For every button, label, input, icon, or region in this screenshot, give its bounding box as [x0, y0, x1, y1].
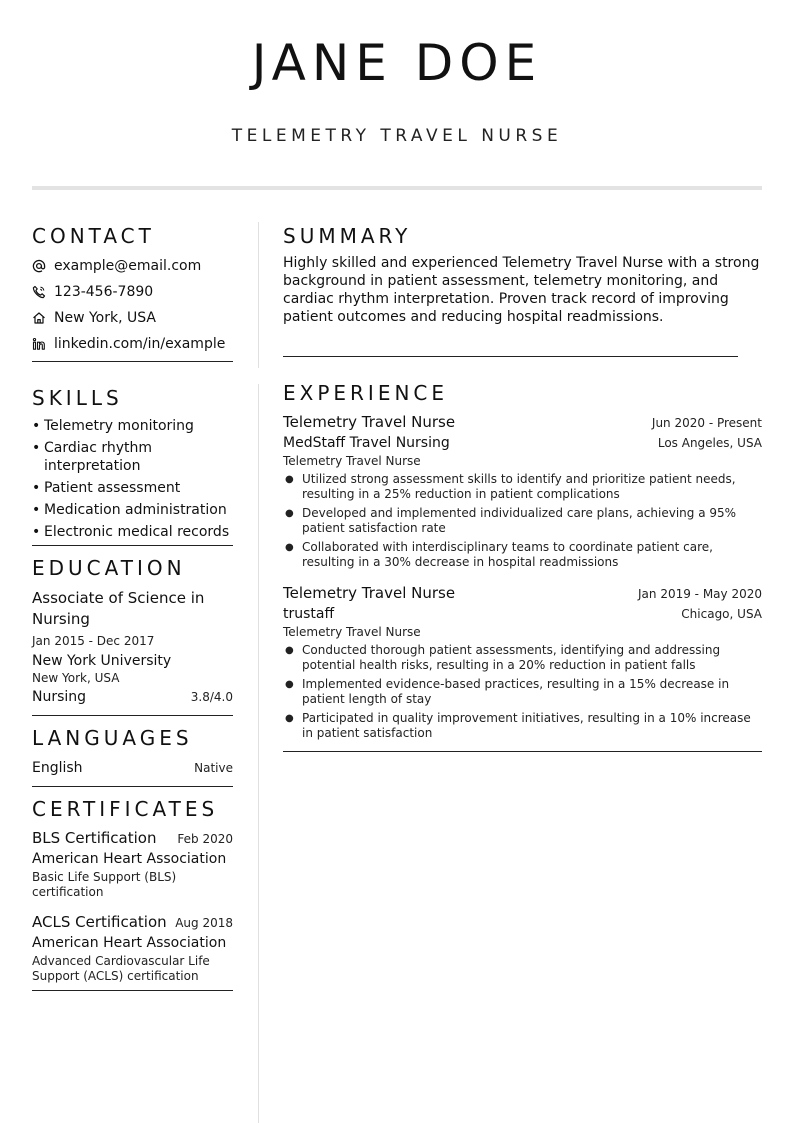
skill-item: • Cardiac rhythm interpretation [32, 439, 233, 475]
certificates-heading: CERTIFICATES [32, 797, 219, 821]
education-location: New York, USA [32, 671, 120, 685]
education-school: New York University [32, 653, 172, 669]
skills-divider [32, 545, 233, 546]
contact-phone-text: 123-456-7890 [54, 284, 154, 300]
phone-icon [32, 285, 46, 299]
skill-item: • Medication administration [32, 502, 227, 518]
job-dates: Jun 2020 - Present [651, 416, 762, 430]
education-dates: Jan 2015 - Dec 2017 [32, 634, 155, 648]
skill-item: • Telemetry monitoring [32, 418, 194, 434]
experience-heading: EXPERIENCE [283, 381, 449, 405]
certificate-date: Feb 2020 [177, 832, 233, 846]
job-role: Telemetry Travel Nurse [283, 454, 421, 468]
job-dates: Jan 2019 - May 2020 [638, 587, 762, 601]
language-level: Native [194, 761, 233, 775]
skill-text: Telemetry monitoring [44, 418, 194, 434]
certificate-desc: Basic Life Support (BLS) certification [32, 870, 177, 899]
experience-job [283, 413, 762, 570]
job-bullet-text: Collaborated with interdisciplinary teams to coordinate patient care, resulting in a 30% decrease in hospital readmissions [302, 540, 713, 569]
education-field: Nursing [32, 689, 87, 705]
contact-linkedin-text: linkedin.com/in/example [54, 336, 226, 352]
experience-section [283, 379, 762, 752]
skill-text: Electronic medical records [44, 524, 230, 540]
contact-location [32, 305, 233, 331]
certificate-issuer: American Heart Association [32, 851, 227, 867]
home-icon [32, 311, 46, 325]
certificate-issuer: American Heart Association [32, 935, 227, 951]
certificate-item [32, 913, 233, 984]
skill-text: Patient assessment [44, 480, 181, 496]
job-role: Telemetry Travel Nurse [283, 625, 421, 639]
certificate-name: BLS Certification [32, 829, 157, 847]
experience-divider [283, 751, 762, 752]
skills-section [32, 384, 233, 546]
certificate-desc: Advanced Cardiovascular Life Support (ACLS) certification [32, 954, 210, 983]
linkedin-icon [32, 337, 46, 351]
job-bullet: ● Implemented evidence-based practices, resulting in a 15% decrease in patient length of stay [283, 677, 762, 707]
contact-section [32, 222, 233, 362]
page-title: JANE DOE [251, 34, 543, 92]
education-heading: EDUCATION [32, 556, 186, 580]
job-location: Chicago, USA [681, 607, 762, 621]
skills-heading: SKILLS [32, 386, 123, 410]
experience-job [283, 584, 762, 741]
skill-item: • Electronic medical records [32, 524, 230, 540]
language-name: English [32, 760, 83, 776]
job-bullet: ● Conducted thorough patient assessments, identifying and addressing potential health risks, resulting in a 20% reduction in patient falls [283, 643, 762, 673]
education-degree: Associate of Science in Nursing [32, 589, 205, 628]
job-bullet: ● Developed and implemented individualized care plans, achieving a 95% patient satisfaction rate [283, 506, 762, 536]
languages-section [32, 724, 233, 787]
summary-heading: SUMMARY [283, 224, 412, 248]
contact-email-text: example@email.com [54, 258, 202, 274]
job-bullet-text: Developed and implemented individualized care plans, achieving a 95% patient satisfaction rate [302, 506, 737, 535]
job-bullet: ● Participated in quality improvement initiatives, resulting in a 10% increase in patient satisfaction [283, 711, 762, 741]
certificate-name: ACLS Certification [32, 913, 167, 931]
skill-text: Medication administration [44, 502, 227, 518]
summary-divider [283, 356, 738, 357]
education-divider [32, 715, 233, 716]
skill-text: Cardiac rhythm interpretation [44, 440, 153, 474]
certificates-section [32, 795, 233, 991]
skill-item: • Patient assessment [32, 480, 181, 496]
at-icon [32, 259, 46, 273]
certificates-divider [32, 990, 233, 991]
column-divider [258, 222, 259, 1123]
column-divider-gap [256, 368, 261, 384]
job-bullet: ● Collaborated with interdisciplinary teams to coordinate patient care, resulting in a 30% decrease in hospital readmissions [283, 540, 762, 570]
job-company: trustaff [283, 606, 335, 622]
contact-location-text: New York, USA [54, 310, 156, 326]
job-bullet-text: Participated in quality improvement initiatives, resulting in a 10% increase in patient satisfaction [302, 711, 751, 740]
job-title: Telemetry Travel Nurse [283, 413, 456, 431]
contact-linkedin[interactable] [32, 331, 233, 357]
job-bullet: ● Utilized strong assessment skills to identify and prioritize patient needs, resulting in a 25% reduction in patient complications [283, 472, 762, 502]
left-column [32, 222, 233, 991]
contact-phone[interactable] [32, 279, 233, 305]
summary-text: Highly skilled and experienced Telemetry Travel Nurse with a strong background in patient assessment, telemetry monitoring, and cardiac rhythm interpretation. Proven track record of improving patient outcomes and reducing hospital readmissions. [283, 255, 760, 325]
certificate-item [32, 829, 233, 900]
education-section [32, 554, 233, 716]
education-gpa: 3.8/4.0 [190, 690, 233, 704]
contact-heading: CONTACT [32, 224, 155, 248]
job-bullet-text: Implemented evidence-based practices, resulting in a 15% decrease in patient length of stay [302, 677, 730, 706]
languages-divider [32, 786, 233, 787]
job-bullet-text: Conducted thorough patient assessments, identifying and addressing potential health risks, resulting in a 20% reduction in patient falls [302, 643, 721, 672]
contact-divider [32, 361, 233, 362]
languages-heading: LANGUAGES [32, 726, 193, 750]
job-title-header: TELEMETRY TRAVEL NURSE [231, 126, 563, 146]
certificate-date: Aug 2018 [175, 916, 233, 930]
job-bullet-text: Utilized strong assessment skills to identify and prioritize patient needs, resulting in a 25% reduction in patient complications [302, 472, 736, 501]
job-company: MedStaff Travel Nursing [283, 435, 450, 451]
header-divider [32, 186, 762, 190]
summary-section [283, 222, 762, 357]
job-location: Los Angeles, USA [657, 436, 762, 450]
right-column [283, 222, 762, 752]
contact-email[interactable] [32, 253, 233, 279]
job-title: Telemetry Travel Nurse [283, 584, 456, 602]
